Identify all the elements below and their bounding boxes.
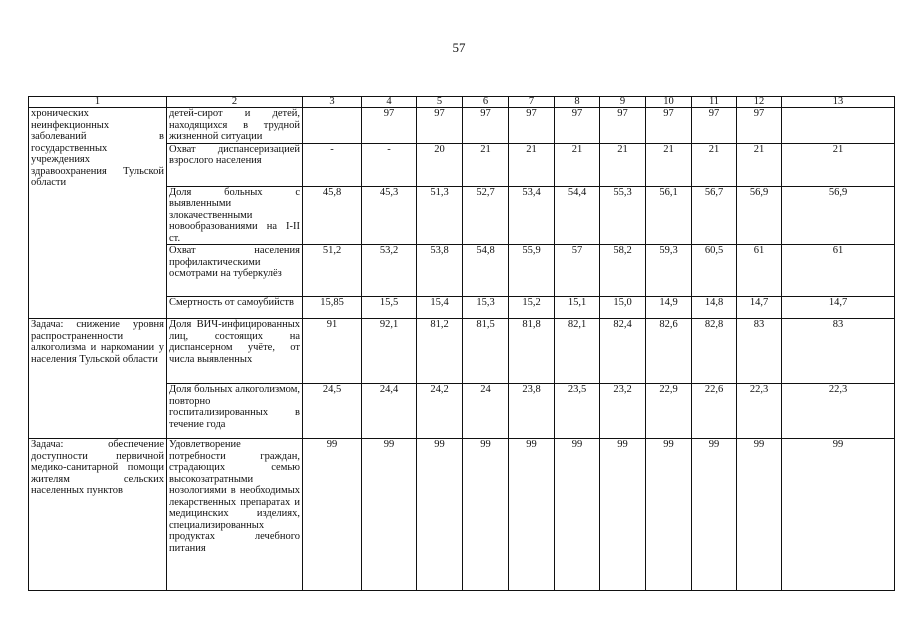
value-cell: 99 bbox=[509, 439, 555, 591]
value-cell: 22,6 bbox=[692, 384, 737, 439]
value-cell: 22,3 bbox=[782, 384, 895, 439]
value-cell: 15,85 bbox=[303, 297, 362, 319]
value-cell: 51,2 bbox=[303, 245, 362, 297]
column-number-12: 12 bbox=[737, 97, 782, 108]
value-cell: 81,5 bbox=[463, 319, 509, 384]
value-cell: 82,8 bbox=[692, 319, 737, 384]
table-row bbox=[29, 439, 895, 591]
value-cell: 97 bbox=[646, 108, 692, 144]
value-cell: 21 bbox=[463, 143, 509, 186]
value-cell: 21 bbox=[782, 143, 895, 186]
value-cell: 81,2 bbox=[417, 319, 463, 384]
indicator-cell: Удовлетворение потребности граждан, страдающих семью высокозатратными нозологиями в необходимых лекарственных препаратах и медицинских изделиях, специализированных продуктах лечебного питания bbox=[167, 439, 303, 591]
value-cell: 14,9 bbox=[646, 297, 692, 319]
task-cell: Задача: снижение уровня распространенности алкоголизма и наркомании у населения Тульской области bbox=[29, 319, 167, 439]
table-header-row bbox=[29, 97, 895, 108]
value-cell: 53,2 bbox=[362, 245, 417, 297]
value-cell: 99 bbox=[362, 439, 417, 591]
value-cell: - bbox=[362, 143, 417, 186]
task-cell: Задача: обеспечение доступности первичной медико-санитарной помощи жителям сельских населенных пунктов bbox=[29, 439, 167, 591]
indicator-cell: Доля больных алкоголизмом, повторно госпитализированных в течение года bbox=[167, 384, 303, 439]
indicator-cell: Смертность от самоубийств bbox=[167, 297, 303, 319]
column-number-9: 9 bbox=[600, 97, 646, 108]
value-cell: 59,3 bbox=[646, 245, 692, 297]
value-cell: 21 bbox=[600, 143, 646, 186]
value-cell: 15,0 bbox=[600, 297, 646, 319]
value-cell: 24 bbox=[463, 384, 509, 439]
page-number: 57 bbox=[452, 40, 466, 55]
value-cell: 97 bbox=[737, 108, 782, 144]
column-number-13: 13 bbox=[782, 97, 895, 108]
value-cell: 97 bbox=[463, 108, 509, 144]
value-cell bbox=[303, 108, 362, 144]
value-cell: 92,1 bbox=[362, 319, 417, 384]
column-number-5: 5 bbox=[417, 97, 463, 108]
value-cell: 51,3 bbox=[417, 186, 463, 245]
value-cell: 99 bbox=[555, 439, 600, 591]
value-cell: 24,5 bbox=[303, 384, 362, 439]
value-cell: 97 bbox=[417, 108, 463, 144]
value-cell: 82,6 bbox=[646, 319, 692, 384]
value-cell: 99 bbox=[737, 439, 782, 591]
value-cell: 14,7 bbox=[737, 297, 782, 319]
value-cell: 99 bbox=[417, 439, 463, 591]
value-cell: 53,8 bbox=[417, 245, 463, 297]
indicator-table bbox=[28, 96, 895, 591]
table-row bbox=[29, 108, 895, 144]
value-cell: 97 bbox=[362, 108, 417, 144]
indicator-cell: Охват диспансеризацией взрослого населения bbox=[167, 143, 303, 186]
value-cell: 83 bbox=[737, 319, 782, 384]
value-cell: 91 bbox=[303, 319, 362, 384]
value-cell: 55,3 bbox=[600, 186, 646, 245]
value-cell: 45,8 bbox=[303, 186, 362, 245]
value-cell: 99 bbox=[303, 439, 362, 591]
value-cell: 97 bbox=[600, 108, 646, 144]
value-cell: 22,3 bbox=[737, 384, 782, 439]
value-cell: 24,4 bbox=[362, 384, 417, 439]
value-cell: 99 bbox=[782, 439, 895, 591]
value-cell: 56,1 bbox=[646, 186, 692, 245]
value-cell: 81,8 bbox=[509, 319, 555, 384]
value-cell: 15,5 bbox=[362, 297, 417, 319]
column-number-3: 3 bbox=[303, 97, 362, 108]
value-cell: 14,8 bbox=[692, 297, 737, 319]
value-cell: 97 bbox=[555, 108, 600, 144]
value-cell: 97 bbox=[692, 108, 737, 144]
value-cell: 99 bbox=[463, 439, 509, 591]
value-cell: 52,7 bbox=[463, 186, 509, 245]
column-number-11: 11 bbox=[692, 97, 737, 108]
value-cell bbox=[782, 108, 895, 144]
value-cell: 58,2 bbox=[600, 245, 646, 297]
value-cell: 21 bbox=[737, 143, 782, 186]
value-cell: 23,8 bbox=[509, 384, 555, 439]
column-number-7: 7 bbox=[509, 97, 555, 108]
value-cell: 97 bbox=[509, 108, 555, 144]
task-cell: хронических неинфекционных заболеваний в государственных учреждениях здравоохранения Тульской области bbox=[29, 108, 167, 319]
value-cell: 99 bbox=[692, 439, 737, 591]
value-cell: 56,9 bbox=[782, 186, 895, 245]
value-cell: 57 bbox=[555, 245, 600, 297]
value-cell: 15,3 bbox=[463, 297, 509, 319]
column-number-10: 10 bbox=[646, 97, 692, 108]
value-cell: 21 bbox=[509, 143, 555, 186]
value-cell: 14,7 bbox=[782, 297, 895, 319]
indicator-cell: Доля больных с выявленными злокачественными новообразованиями на I-II ст. bbox=[167, 186, 303, 245]
value-cell: 99 bbox=[600, 439, 646, 591]
indicator-cell: детей-сирот и детей, находящихся в трудной жизненной ситуации bbox=[167, 108, 303, 144]
column-number-1: 1 bbox=[29, 97, 167, 108]
value-cell: 45,3 bbox=[362, 186, 417, 245]
column-number-4: 4 bbox=[362, 97, 417, 108]
value-cell: 24,2 bbox=[417, 384, 463, 439]
column-number-6: 6 bbox=[463, 97, 509, 108]
value-cell: 21 bbox=[692, 143, 737, 186]
value-cell: 22,9 bbox=[646, 384, 692, 439]
table-row bbox=[29, 319, 895, 384]
column-number-2: 2 bbox=[167, 97, 303, 108]
column-number-8: 8 bbox=[555, 97, 600, 108]
value-cell: 21 bbox=[646, 143, 692, 186]
value-cell: 82,1 bbox=[555, 319, 600, 384]
value-cell: 82,4 bbox=[600, 319, 646, 384]
value-cell: 53,4 bbox=[509, 186, 555, 245]
value-cell: 54,4 bbox=[555, 186, 600, 245]
value-cell: 61 bbox=[737, 245, 782, 297]
value-cell: 23,5 bbox=[555, 384, 600, 439]
value-cell: 15,1 bbox=[555, 297, 600, 319]
value-cell: 83 bbox=[782, 319, 895, 384]
value-cell: 20 bbox=[417, 143, 463, 186]
indicator-cell: Охват населения профилактическими осмотрами на туберкулёз bbox=[167, 245, 303, 297]
value-cell: 99 bbox=[646, 439, 692, 591]
value-cell: 21 bbox=[555, 143, 600, 186]
value-cell: 56,9 bbox=[737, 186, 782, 245]
value-cell: 15,2 bbox=[509, 297, 555, 319]
indicator-cell: Доля ВИЧ-инфицированных лиц, состоящих на диспансерном учёте, от числа выявленных bbox=[167, 319, 303, 384]
value-cell: 54,8 bbox=[463, 245, 509, 297]
value-cell: 55,9 bbox=[509, 245, 555, 297]
value-cell: 56,7 bbox=[692, 186, 737, 245]
value-cell: 60,5 bbox=[692, 245, 737, 297]
value-cell: - bbox=[303, 143, 362, 186]
value-cell: 23,2 bbox=[600, 384, 646, 439]
value-cell: 15,4 bbox=[417, 297, 463, 319]
value-cell: 61 bbox=[782, 245, 895, 297]
